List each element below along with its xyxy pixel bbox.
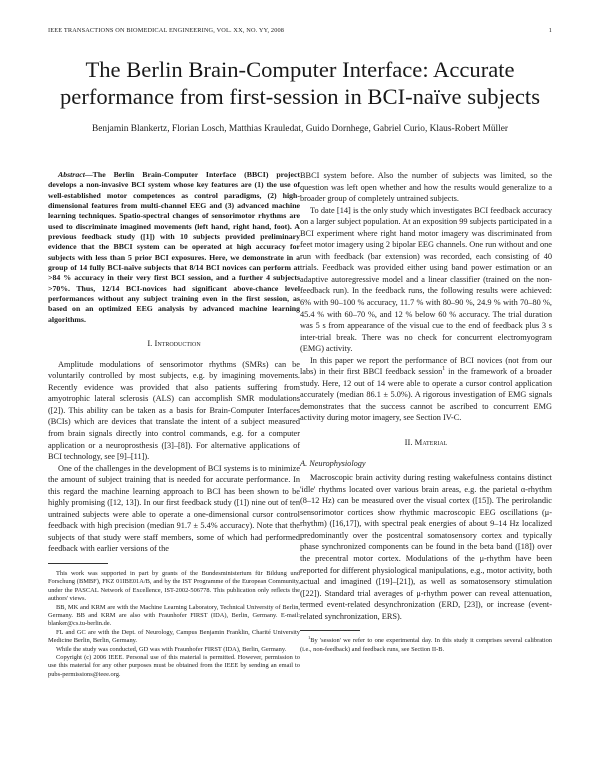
left-column: [48, 170, 300, 679]
footnote-funding: This work was supported in part by grants of the Bundesministerium für Bildung und Forschung (BMBF), FKZ 01IBE01A/B, and by the IST Programme of the European Community, under the PASCAL Network of Excellence, IST-2002-506778. This publication only reflects the authors' views.: [48, 570, 300, 603]
right-column: [300, 170, 552, 654]
neurophysiology-paragraph: Macroscopic brain activity during resting wakefulness contains distinct 'idle' rhythms located over various brain areas, e.g. the parietal α-rhythm (8–12 Hz) can be measured over the visual cortex ([15]). The perirolandic sensorimotor cortices show rhythmic macroscopic EEG oscillations (μ-rhythm) ([16,17]), with spectral peak energies of about 9–14 Hz localized predominantly over the postcentral somatosensory cortex and typically phase synchronized components can be found in the beta band ([18]) over the precentral motor cortex. Modulations of the μ-rhythm have been reported for different physiological manipulations, e.g., motor activity, both actual and imagined ([19]–[21]), as well as somatosensory stimulation ([22]). Standard trial averages of μ-rhythm power can reveal attenuation, termed event-related desynchronization (ERD, [23]), or increase (event-related synchronization, ERS).: [300, 473, 552, 621]
paper-title: The Berlin Brain-Computer Interface: Accurate performance from first-session in BCI-naïve subjects: [60, 57, 540, 109]
intro-paragraph-3: To date [14] is the only study which investigates BCI feedback accuracy on a larger subject population. At an exposition 99 subjects participated in a BCI experiment where right hand motor imagery was discriminated from feet motor imagery using 2 bipolar EEG channels. One run without and one run with feedback (bar extension) was recorded, each consisting of 40 trials. Feedback was provided either using band power estimation or an adaptive autoregressive model and a linear classifier (trained on the non-feedback run). In the feedback runs, the following results were achieved: 6% with 90–100 % accuracy, 11.7 % with 80–90 %, 24.9 % with 70–80 %, 45.4 % with 60–70 %, and 12 % below 60 % accuracy. The trial duration was 5 s from appearance of the visual cue to the end of feedback plus 3 s inter-trial break. There was no check for concurrent electromyogram (EMG) activity.: [300, 205, 552, 354]
intro-paragraph-1: Amplitude modulations of sensorimotor rhythms (SMRs) can be voluntarily controlled by most subjects, e.g. by imagining movements. Recently evidence was provided that also patients suffering from amyotrophic lateral sclerosis (ALS) can accomplish SMR modulations ([2]). This ability can be taken as a basis for Brain-Computer Interfaces (BCIs) which are devices that translate the intent of a subject measured from brain signals directly into control commands, e.g. for a computer application or a neuroprosthesis ([3]–[8]). For alternative applications of BCI technology, see [9]–[11]).: [48, 359, 300, 462]
intro-paragraph-4-text: In this paper we report the performance of BCI novices (not from our labs) in their first BBCI feedback session: [300, 355, 552, 377]
running-header: [48, 27, 552, 34]
footnote-affiliation-2: FL and GC are with the Dept. of Neurology, Campus Benjamin Franklin, Charité University Medicine Berlin, Berlin, Germany.: [48, 628, 300, 645]
abstract: [48, 170, 300, 325]
footnote-rule: [48, 563, 108, 564]
footnote-marker: 1: [442, 366, 446, 373]
author-list: Benjamin Blankertz, Florian Losch, Matthias Krauledat, Guido Dornhege, Gabriel Curio, Klaus-Robert Müller: [91, 124, 509, 134]
intro-paragraph-2: One of the challenges in the development of BCI systems is to minimize the amount of subject training that is needed for accurate performance. In this regard the machine learning approach to BCI has been shown to be highly promising ([12, 13]). In our first feedback study ([1]) nine out of ten untrained subjects were able to operate a one-dimensional cursor control feedback with high precision (median 91.7 ± 5.4% accuracy). Note that the subjects of that study were staff members, some of which had performed feedback with earlier versions of the: [48, 463, 300, 554]
abstract-lead: Abstract: [58, 170, 85, 179]
section-heading-introduction: I. Introduction: [147, 338, 201, 349]
footnote-session-mark: 1: [308, 635, 311, 641]
journal-header: IEEE TRANSACTIONS ON BIOMEDICAL ENGINEERING, VOL. XX, NO. YY, 2008: [48, 27, 285, 34]
abstract-text: —The Berlin Brain-Computer Interface (BBCI) project develops a non-invasive BCI system whose key features are (1) the use of well-established motor competences as control paradigms, (2) high-dimensional features from multi-channel EEG and (3) advanced machine learning techniques. Spatio-spectral changes of sensorimotor rhythms are used to discriminate imagined movements (left hand, right hand, foot). A previous feedback study ([1]) with 10 subjects provided preliminary evidence that the BBCI system can be operated at high accuracy for subjects with less than 5 prior BCI exposures. Here, we demonstrate in a group of 14 fully BCI-naïve subjects that 8/14 BCI novices can perform at >84 % accuracy in their very first BCI session, and a further 4 subjects >70%. Thus, 12/14 BCI-novices had significant above-chance level performances without any subject training even in the first session, as based on an optimized EEG analysis by advanced machine learning algorithms.: [48, 170, 300, 324]
footnote-affiliation-3: While the study was conducted, GD was with Fraunhofer FIRST (IDA), Berlin, Germany.: [56, 645, 287, 653]
footnote-session: [300, 637, 552, 654]
intro-paragraph-4-tail: in the framework of a broader study. Here, 12 out of 14 were able to operate a cursor control application accurately (median 86.1 ± 5.0%). A rigorous investigation of EMG signals demonstrates that the success cannot be ascribed to concurrent EMG activity during motor imagery, see Section IV-C.: [300, 367, 552, 423]
page-number: 1: [548, 27, 552, 34]
subsection-heading-neurophysiology: A. Neurophysiology: [300, 458, 366, 468]
footnote-copyright: Copyright (c) 2006 IEEE. Personal use of this material is permitted. However, permission to use this material for any other purposes must be obtained from the IEEE by sending an email to pubs-permissions@ieee.org.: [48, 654, 300, 678]
section-heading-material: II. Material: [404, 437, 448, 448]
footnote-session-text: By 'session' we refer to one experimental day. In this study it comprises several calibration (i.e., non-feedback) and feedback runs, see Section II-B.: [300, 637, 552, 653]
intro-paragraph-4: [300, 355, 552, 424]
intro-paragraph-2-continued: BBCI system before. Also the number of subjects was limited, so the question was left open whether and how the results would generalize to a broader group of completely untrained subjects.: [300, 171, 552, 204]
footnote-affiliation-1: BB, MK and KRM are with the Machine Learning Laboratory, Technical University of Berlin, Germany. BB and KRM are also with Fraunhofer FIRST (IDA), Berlin, Germany. E-mail: blanker@cs.tu-berlin.de.: [48, 603, 300, 628]
footnote-rule-right: [300, 630, 360, 631]
